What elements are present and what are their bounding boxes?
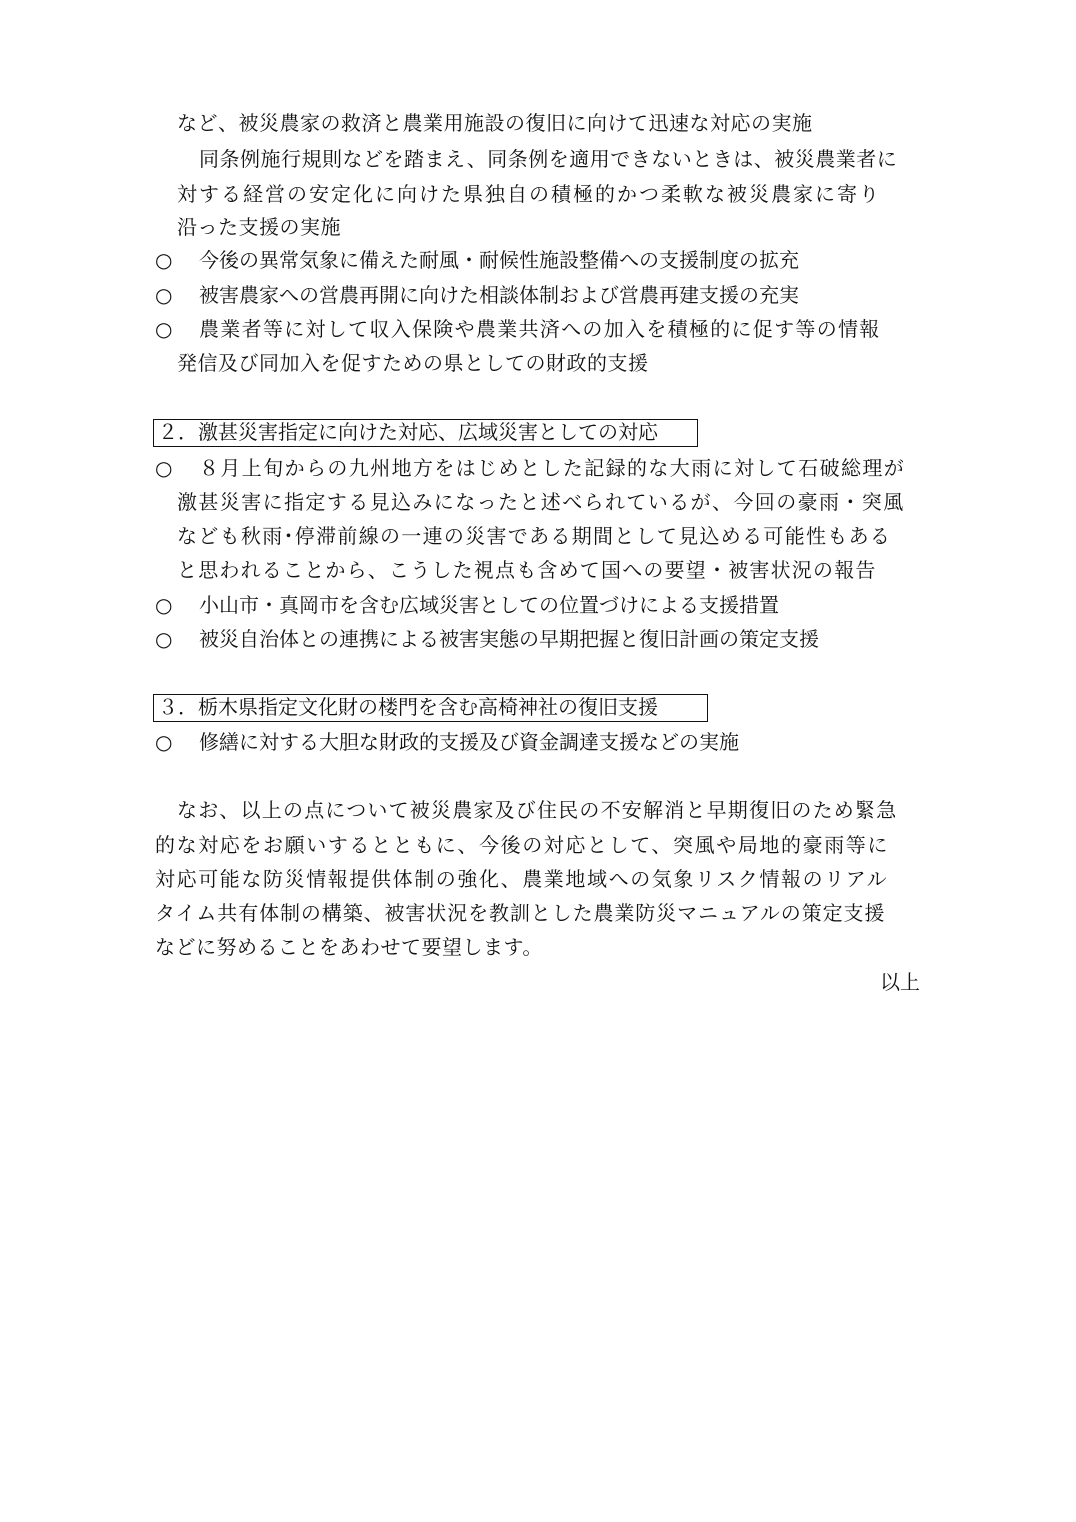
- bullet-text: ８月上旬からの九州地方をはじめとした記録的な大雨に対して石破総理が: [199, 456, 906, 480]
- closing-text: 以上: [880, 970, 920, 994]
- conclusion-line3: 対応可能な防災情報提供体制の強化、農業地域への気象リスク情報のリアル: [155, 867, 889, 891]
- section3-bullet-1: [155, 729, 739, 755]
- bullet-circle-icon: ○: [155, 593, 173, 617]
- bullet-text: 修繕に対する大胆な財政的支援及び資金調達支援などの実施: [199, 730, 739, 754]
- bullet-text: 小山市・真岡市を含む広域災害としての位置づけによる支援措置: [199, 593, 779, 617]
- section1-bullet-3: [155, 316, 881, 342]
- conclusion-line1: なお、以上の点について被災農家及び住民の不安解消と早期復旧のため緊急: [177, 798, 898, 822]
- bullet-text: 被害農家への営農再開に向けた相談体制および営農再建支援の充実: [199, 283, 799, 307]
- bullet-circle-icon: ○: [155, 730, 173, 754]
- section1-line1: など、被災農家の救済と農業用施設の復旧に向けて迅速な対応の実施: [177, 111, 813, 135]
- bullet-circle-icon: ○: [155, 283, 173, 307]
- section2-bullet-2: [155, 592, 779, 618]
- section1-paragraph-line3: 沿った支援の実施: [177, 215, 341, 239]
- section2-bullet-3: [155, 626, 819, 652]
- bullet-circle-icon: ○: [155, 627, 173, 651]
- bullet-text: 農業者等に対して収入保険や農業共済への加入を積極的に促す等の情報: [199, 317, 881, 341]
- section1-bullet-1: [155, 247, 799, 273]
- section2-bullet-1-continuation-2: なども秋雨･停滞前線の一連の災害である期間として見込める可能性もある: [177, 524, 892, 548]
- section1-paragraph-line2: 対する経営の安定化に向けた県独自の積極的かつ柔軟な被災農家に寄り: [177, 182, 881, 206]
- bullet-circle-icon: ○: [155, 248, 173, 272]
- conclusion-line4: タイム共有体制の構築、被害状況を教訓とした農業防災マニュアルの策定支援: [155, 901, 886, 925]
- bullet-text: 今後の異常気象に備えた耐風・耐候性施設整備への支援制度の拡充: [199, 248, 799, 272]
- section1-paragraph-line1: 同条例施行規則などを踏まえ、同条例を適用できないときは、被災農業者に: [199, 147, 898, 171]
- bullet-circle-icon: ○: [155, 317, 173, 341]
- section2-bullet-1-continuation-1: 激甚災害に指定する見込みになったと述べられているが、今回の豪雨・突風: [177, 490, 905, 514]
- section2-bullet-1: [155, 455, 905, 481]
- section3-heading: ３．栃木県指定文化財の楼門を含む高椅神社の復旧支援: [153, 694, 708, 722]
- conclusion-line5: などに努めることをあわせて要望します。: [155, 935, 543, 959]
- section2-heading: ２．激甚災害指定に向けた対応、広域災害としての対応: [153, 419, 698, 447]
- section1-bullet-3-continuation: 発信及び同加入を促すための県としての財政的支援: [177, 351, 649, 375]
- section2-bullet-1-continuation-3: と思われることから、こうした視点も含めて国への要望・被害状況の報告: [177, 558, 877, 582]
- bullet-circle-icon: ○: [155, 456, 173, 480]
- bullet-text: 被災自治体との連携による被害実態の早期把握と復旧計画の策定支援: [199, 627, 819, 651]
- section1-bullet-2: [155, 282, 799, 308]
- conclusion-line2: 的な対応をお願いするとともに、今後の対応として、突風や局地的豪雨等に: [155, 833, 889, 857]
